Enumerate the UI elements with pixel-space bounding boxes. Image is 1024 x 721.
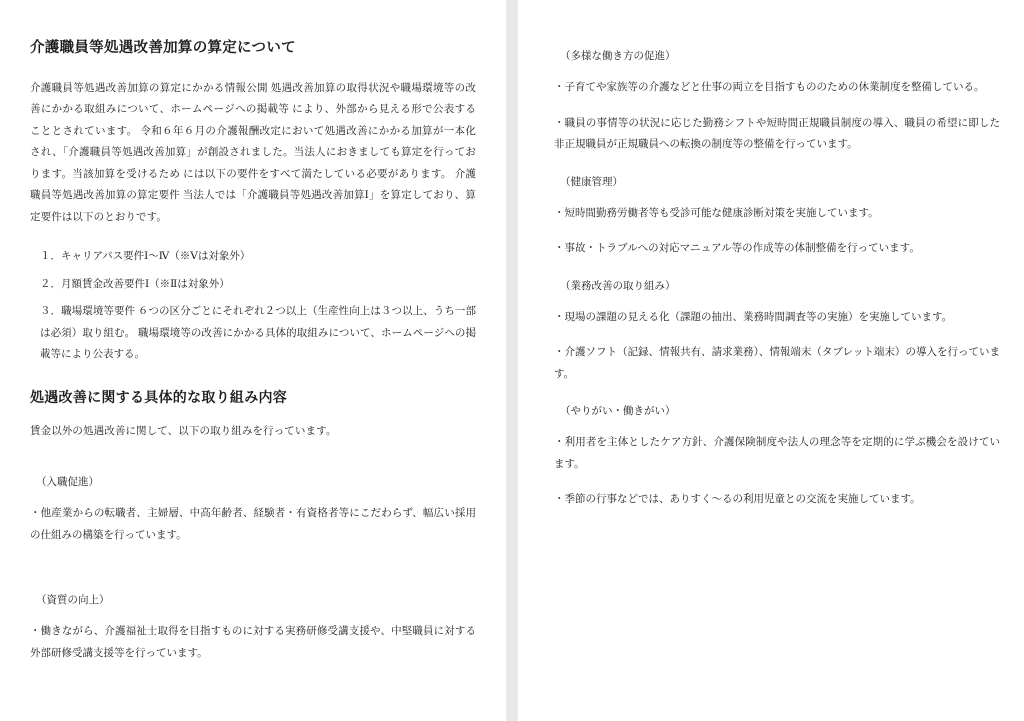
page-right (518, 0, 1024, 721)
bullet-health-1: ・短時間勤務労働者等も受診可能な健康診断対策を実施しています。 (554, 207, 879, 219)
section-heading-health: （健康管理） (560, 176, 623, 188)
page-title: 介護職員等処遇改善加算の算定について (30, 40, 296, 56)
section-heading-skill: （資質の向上） (36, 595, 110, 607)
bullet-improvement-2: ・介護ソフト（記録、情報共有、請求業務）、情報端末（タブレット端末）の導入を行っています。 (554, 347, 1000, 380)
bullet-improvement-1: ・現場の課題の見える化（課題の抽出、業務時間調査等の実施）を実施しています。 (554, 311, 953, 323)
section-heading-improvement: （業務改善の取り組み） (560, 280, 676, 292)
bullet-motivation-2: ・季節の行事などでは、ありすく～るの利用児童との交流を実施しています。 (554, 494, 921, 506)
requirement-item-1: １．キャリアパス要件Ⅰ～Ⅳ（※Ⅴは対象外） (40, 251, 251, 263)
efforts-lead-paragraph: 賃金以外の処遇改善に関して、以下の取り組みを行っています。 (30, 425, 337, 437)
bullet-flexible-work-1: ・子育てや家族等の介護などと仕事の両立を目指すもののための休業制度を整備している。 (554, 82, 985, 93)
requirement-item-3: ３．職場環境等要件 ６つの区分ごとにそれぞれ２つ以上（生産性向上は３つ以上、うち一部は必須）取り組む。 職場環境等の改善にかかる具体的取組みについて、ホームページへの掲載等により公表する。 (40, 306, 476, 361)
section-heading-flexible-work: （多様な働き方の促進） (560, 51, 676, 62)
section-heading-recruitment: （入職促進） (36, 477, 99, 489)
bullet-recruitment-1: ・他産業からの転職者、主婦層、中高年齢者、経験者・有資格者等にこだわらず、幅広い採用の仕組みの構築を行っています。 (30, 508, 476, 541)
page-left (0, 0, 506, 721)
intro-paragraph: 介護職員等処遇改善加算の算定にかかる情報公開 処遇改善加算の取得状況や職場環境等の改善にかかる取組みについて、ホームページへの掲載等 により、外部から見える形で公表することとされています。 令和６年６月の介護報酬改定において処遇改善にかかる加算が一本化され、「介護職員等処遇改善加算」が創設されました。当法人におきましても算定を行っております。当該加算を受けるため には以下の要件をすべて満たしている必要があります。 介護職員等処遇改善加算の算定要件 当法人では「介護職員等処遇改善加算Ⅰ」を算定しており、算定要件は以下のとおりです。 (30, 82, 476, 223)
bullet-flexible-work-2: ・職員の事情等の状況に応じた勤務シフトや短時間正規職員制度の導入、職員の希望に即した非正規職員が正規職員への転換の制度等の整備を行っています。 (554, 117, 1000, 151)
section-title-efforts: 処遇改善に関する具体的な取り組み内容 (30, 390, 288, 406)
bullet-skill-1: ・働きながら、介護福祉士取得を目指すものに対する実務研修受講支援や、中堅職員に対する外部研修受講支援等を行っています。 (30, 626, 476, 659)
section-heading-motivation: （やりがい・働きがい） (560, 406, 676, 418)
requirement-item-2: ２．月額賃金改善要件Ⅰ（※Ⅱは対象外） (40, 278, 230, 290)
bullet-motivation-1: ・利用者を主体としたケア方針、介護保険制度や法人の理念等を定期的に学ぶ機会を設けています。 (554, 437, 1000, 470)
bullet-health-2: ・事故・トラブルへの対応マニュアル等の作成等の体制整備を行っています。 (554, 243, 920, 255)
